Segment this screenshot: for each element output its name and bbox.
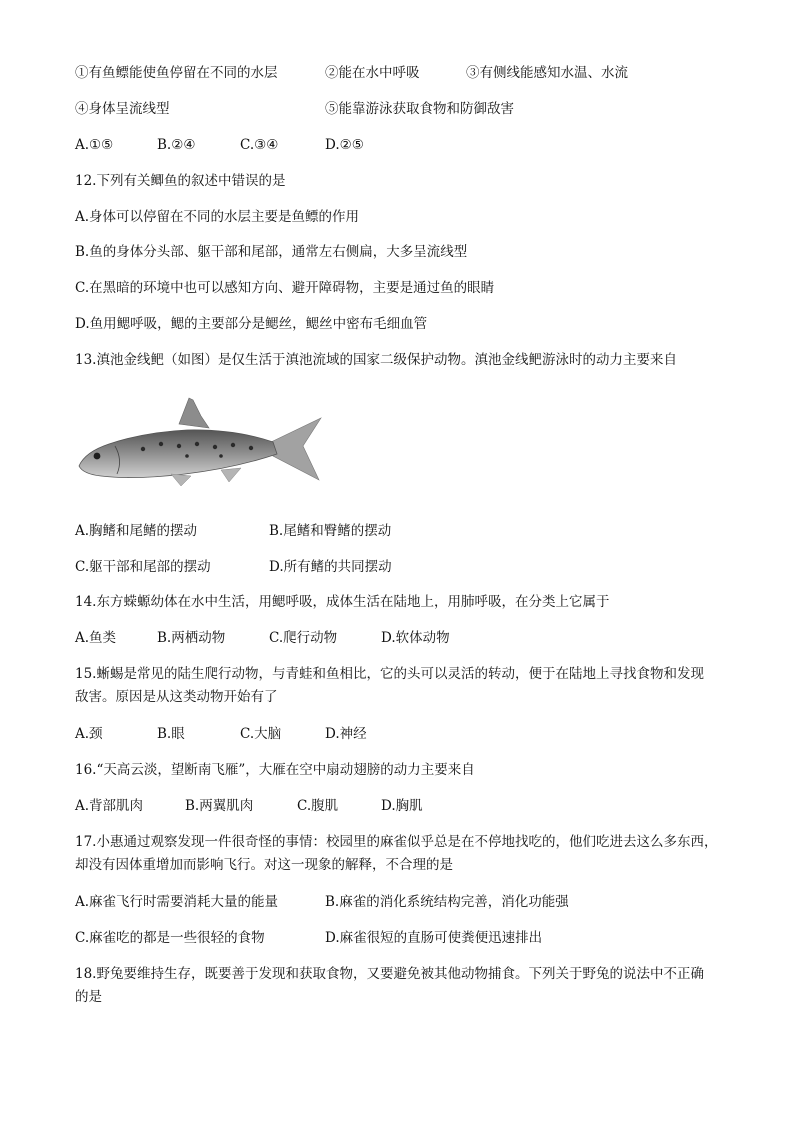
q15-option-d: D.神经 — [325, 726, 367, 742]
q16-option-d: D.胸肌 — [381, 798, 423, 814]
q14-option-a: A.鱼类 — [75, 630, 117, 646]
fish-body — [79, 430, 277, 478]
q17-stem-line2: 却没有因体重增加而影响飞行。对这一现象的解释，不合理的是 — [75, 857, 453, 873]
q15-option-b: B.眼 — [157, 726, 185, 742]
q17-option-a: A.麻雀飞行时需要消耗大量的能量 — [75, 894, 279, 910]
q13-option-c: C.躯干部和尾部的摆动 — [75, 559, 211, 575]
q15-stem-line1: 15.蜥蜴是常见的陆生爬行动物，与青蛙和鱼相比，它的头可以灵活的转动，便于在陆地上寻找食物和发现 — [75, 666, 704, 682]
q13-option-d: D.所有鳍的共同摆动 — [269, 559, 392, 575]
q11-statement-5: ⑤能靠游泳获取食物和防御敌害 — [325, 101, 514, 117]
q15-stem-line2: 敌害。原因是从这类动物开始有了 — [75, 689, 278, 705]
q17-option-b: B.麻雀的消化系统结构完善，消化功能强 — [325, 894, 569, 910]
q11-option-b: B.②④ — [157, 137, 196, 153]
q11-statement-3: ③有侧线能感知水温、水流 — [466, 65, 628, 81]
fish-figure — [75, 394, 325, 486]
dorsal-fin — [179, 398, 209, 428]
q11-option-c: C.③④ — [240, 137, 279, 153]
q12-option-d: D.鱼用鳃呼吸，鳃的主要部分是鳃丝，鳃丝中密布毛细血管 — [75, 316, 428, 332]
q11-statement-2: ②能在水中呼吸 — [325, 65, 420, 81]
q11-statement-4: ④身体呈流线型 — [75, 101, 170, 117]
q17-option-c: C.麻雀吃的都是一些很轻的食物 — [75, 930, 265, 946]
fish-eye — [94, 453, 101, 460]
q13-option-b: B.尾鳍和臀鳍的摆动 — [269, 523, 392, 539]
q12-option-c: C.在黑暗的环境中也可以感知方向、避开障碍物，主要是通过鱼的眼睛 — [75, 280, 495, 296]
q11-statement-1: ①有鱼鳔能使鱼停留在不同的水层 — [75, 65, 278, 81]
q15-option-c: C.大脑 — [240, 726, 282, 742]
pelvic-fin — [171, 474, 191, 486]
q13-option-a: A.胸鳍和尾鳍的摆动 — [75, 523, 198, 539]
q13-stem: 13.滇池金线鲃（如图）是仅生活于滇池流域的国家二级保护动物。滇池金线鲃游泳时的动力主要来自 — [75, 352, 677, 368]
q12-stem: 12.下列有关鲫鱼的叙述中错误的是 — [75, 173, 286, 189]
q11-option-d: D.②⑤ — [325, 137, 364, 153]
q14-option-b: B.两栖动物 — [157, 630, 226, 646]
q16-option-c: C.腹肌 — [297, 798, 339, 814]
q14-option-d: D.软体动物 — [381, 630, 450, 646]
q18-stem-line1: 18.野兔要维持生存，既要善于发现和获取食物，又要避免被其他动物捕食。下列关于野兔的说法中不正确 — [75, 966, 704, 982]
q12-option-a: A.身体可以停留在不同的水层主要是鱼鳔的作用 — [75, 209, 360, 225]
anal-fin — [221, 468, 241, 482]
tail-fin — [271, 418, 321, 480]
q18-stem-line2: 的是 — [75, 989, 102, 1005]
q14-stem: 14.东方蝾螈幼体在水中生活，用鳃呼吸，成体生活在陆地上，用肺呼吸，在分类上它属于 — [75, 594, 610, 610]
q15-option-a: A.颈 — [75, 726, 103, 742]
q17-stem-line1: 17.小惠通过观察发现一件很奇怪的事情：校园里的麻雀似乎总是在不停地找吃的，他们吃进去这么多东西， — [75, 834, 718, 850]
q14-option-c: C.爬行动物 — [269, 630, 338, 646]
q11-option-a: A.①⑤ — [75, 137, 114, 153]
q16-option-a: A.背部肌肉 — [75, 798, 144, 814]
q16-stem: 16.“天高云淡，望断南飞雁”，大雁在空中扇动翅膀的动力主要来自 — [75, 762, 475, 778]
q17-option-d: D.麻雀很短的直肠可使粪便迅速排出 — [325, 930, 543, 946]
q16-option-b: B.两翼肌肉 — [185, 798, 254, 814]
q12-option-b: B.鱼的身体分头部、躯干部和尾部，通常左右侧扁，大多呈流线型 — [75, 244, 468, 260]
